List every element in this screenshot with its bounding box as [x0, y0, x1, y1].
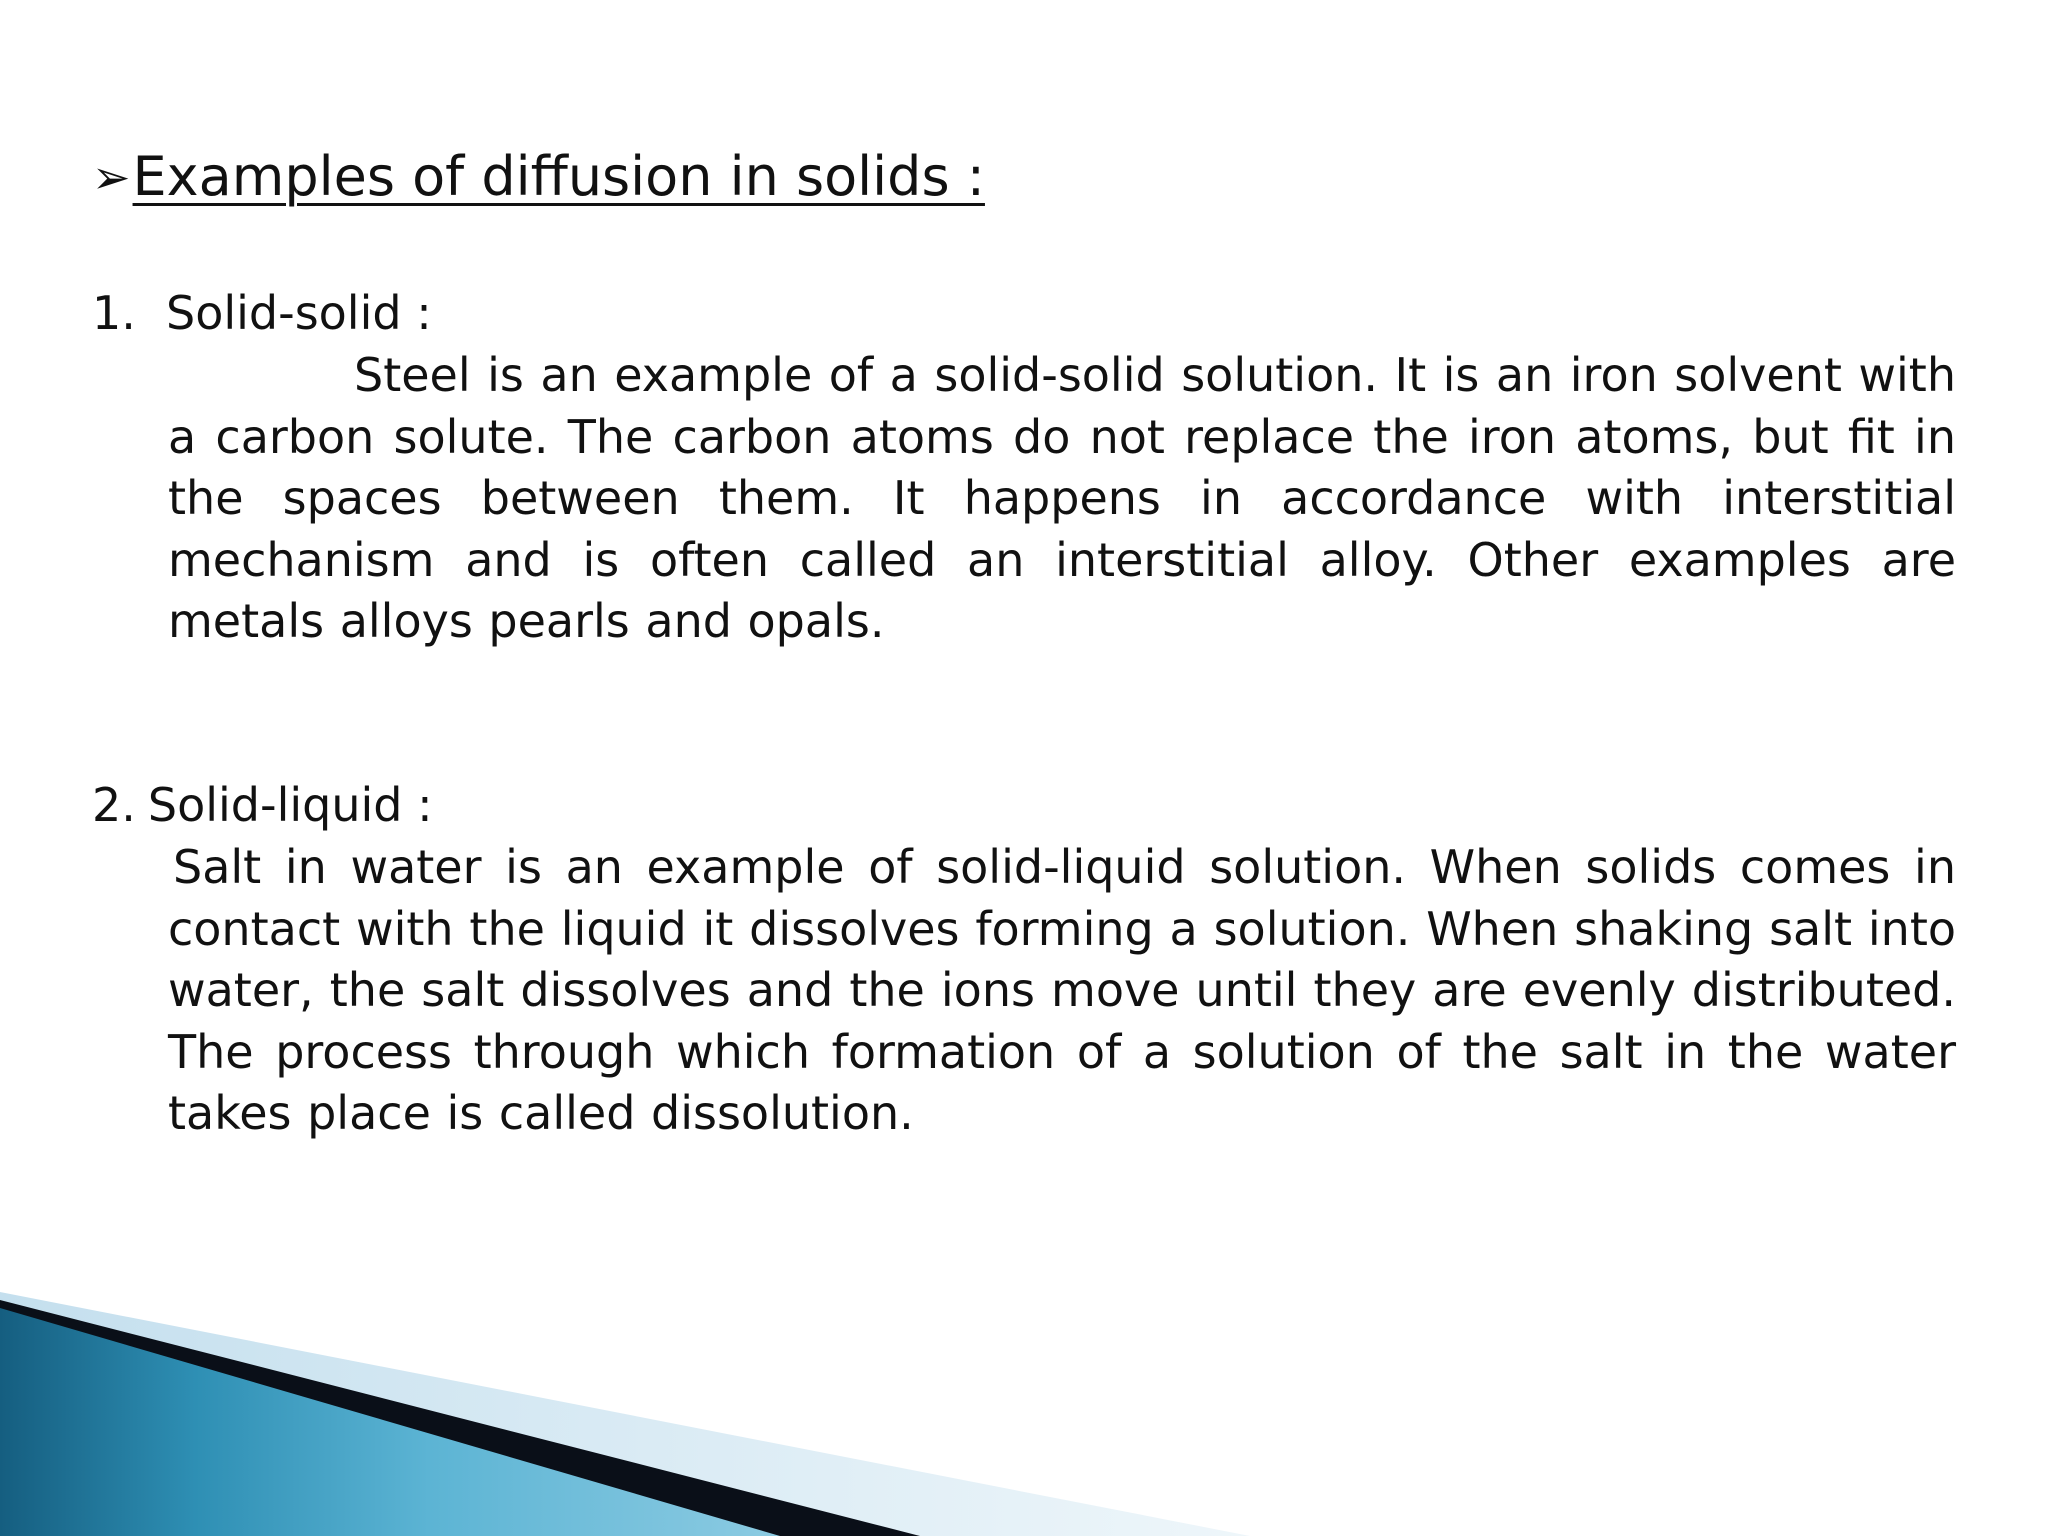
decorative-wedge: [0, 1280, 2048, 1536]
slide-title: [92, 145, 985, 209]
section-number: 2.: [92, 778, 136, 832]
section-number: 1.: [92, 286, 136, 340]
section-body-solid-liquid: Salt in water is an example of solid-liquid solution. When solids comes in contact with the liquid it dissolves forming a solution. When shaking salt into water, the salt dissolves and the ions move until they are evenly distributed. The process through which formation of a solution of the salt in the water takes place is called dissolution.: [168, 840, 1956, 1140]
arrow-bullet-icon: ➢: [92, 150, 131, 204]
section-heading-solid-liquid: [92, 775, 433, 835]
title-text: Examples of diffusion in solids :: [132, 145, 985, 208]
section-heading-text: Solid-solid: [166, 286, 402, 340]
section-heading-solid-solid: [92, 283, 432, 343]
section-body-solid-solid: Steel is an example of a solid-solid solution. It is an iron solvent with a carbon solute. The carbon atoms do not replace the iron atoms, but fit in the spaces between them. It happens in accordance with interstitial mechanism and is often called an interstitial alloy. Other examples are metals alloys pearls and opals.: [168, 348, 1956, 648]
section-heading-suffix: :: [401, 286, 432, 340]
section-heading-text: Solid-liquid :: [147, 778, 433, 832]
